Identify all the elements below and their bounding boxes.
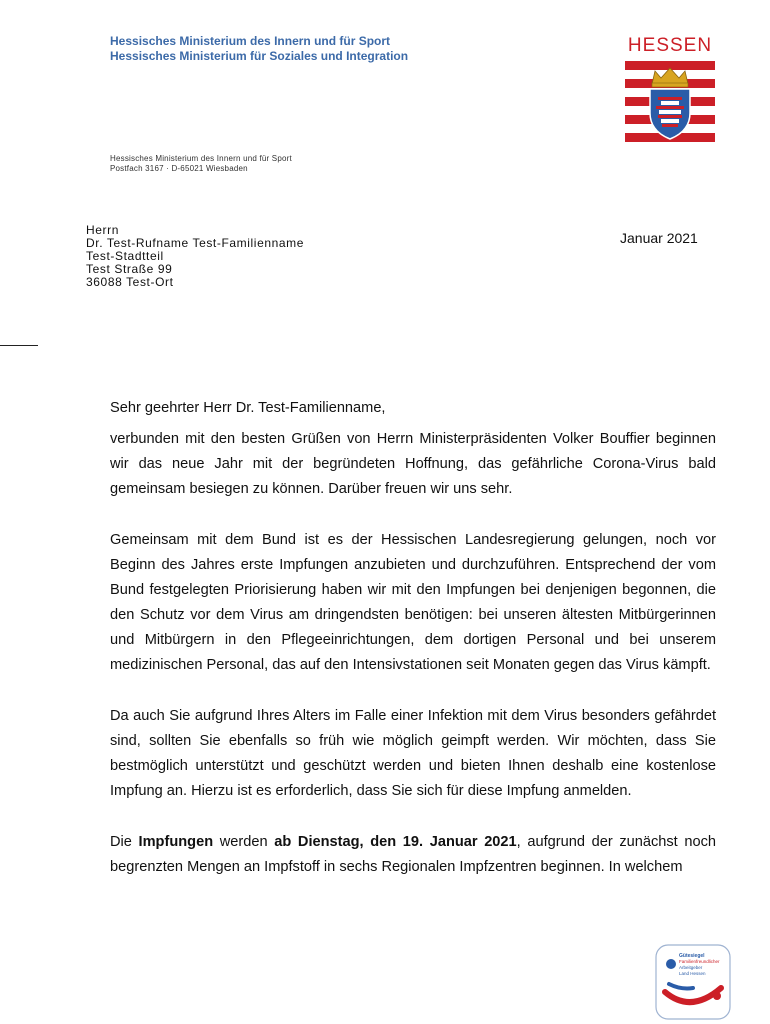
paragraph-bold-text: ab Dienstag, den 19. Januar 2021 (274, 834, 517, 850)
seal-text: Arbeitgeber (679, 965, 703, 970)
recipient-city: 36088 Test-Ort (86, 275, 174, 289)
letter-paragraph (110, 830, 716, 880)
letter-paragraph: Da auch Sie aufgrund Ihres Alters im Falle einer Infektion mit dem Virus besonders gefährdet sind, sollten Sie ebenfalls so früh wie möglich geimpft werden. Wir möchten, dass Sie bestmöglich unterstützt und geschützt werden und bieten Ihnen deshalb eine kostenlose Impfung an. Hierzu ist es erforderlich, dass Sie sich für diese Impfung anmelden. (110, 708, 716, 799)
sender-address (110, 154, 292, 174)
hessen-logo (625, 36, 715, 143)
family-friendly-employer-seal-icon (655, 944, 731, 1020)
ministry-name-interior: Hessisches Ministerium des Innern und für Sport (110, 34, 391, 48)
seal-text: Familienfreundlicher (679, 959, 720, 964)
paragraph-text: Die (110, 834, 139, 850)
letter-paragraph: verbunden mit den besten Grüßen von Herrn Ministerpräsidenten Volker Bouffier beginnen wir das neue Jahr mit der begründeten Hoffnung, das gefährliche Corona-Virus bald gemeinsam besiegen zu können. Darüber freuen wir uns sehr. (110, 431, 716, 497)
paragraph-text: , aufgrund der zunächst noch begrenzten Mengen an Impfstoff in sechs Regionalen Impfzentren beginnen. In welchem (110, 834, 716, 875)
letter-salutation: Sehr geehrter Herr Dr. Test-Familienname, (110, 400, 386, 416)
sender-address-line: Hessisches Ministerium des Innern und für Sport (110, 154, 292, 163)
hessen-coat-of-arms-icon (625, 61, 715, 143)
sender-address-line: Postfach 3167 · D-65021 Wiesbaden (110, 164, 248, 173)
letter-date: Januar 2021 (620, 230, 698, 246)
ministry-header (110, 34, 408, 64)
letter-paragraph: Gemeinsam mit dem Bund ist es der Hessischen Landesregierung gelungen, noch vor Beginn des Jahres erste Impfungen anzubieten und durchzuführen. Entsprechend der vom Bund festgelegten Priorisierung haben wir mit den Impfungen bei denjenigen begonnen, die den Schutz vor dem Virus am dringendsten benötigen: bei unseren ältesten Mitbürgerinnen und Mitbürgern in den Pflegeeinrichtungen, dem dortigen Personal und bei unserem medizinischen Personal, das auf den Intensivstationen seit Monaten gegen das Virus kämpft. (110, 532, 716, 673)
paragraph-bold-text: Impfungen (138, 834, 214, 850)
recipient-street: Test Straße 99 (86, 262, 173, 276)
hessen-logo-text: HESSEN (627, 35, 713, 56)
recipient-name: Dr. Test-Rufname Test-Familienname (86, 236, 305, 250)
ministry-name-social: Hessisches Ministerium für Soziales und Integration (110, 49, 409, 63)
recipient-district: Test-Stadtteil (86, 249, 164, 263)
seal-text: Land Hessen (679, 971, 706, 976)
recipient-salutation: Herrn (86, 223, 120, 237)
letter-body (110, 396, 716, 880)
recipient-address (86, 224, 304, 289)
paragraph-text: werden (213, 834, 275, 850)
seal-text: Gütesiegel (679, 953, 705, 959)
fold-mark (0, 345, 38, 346)
